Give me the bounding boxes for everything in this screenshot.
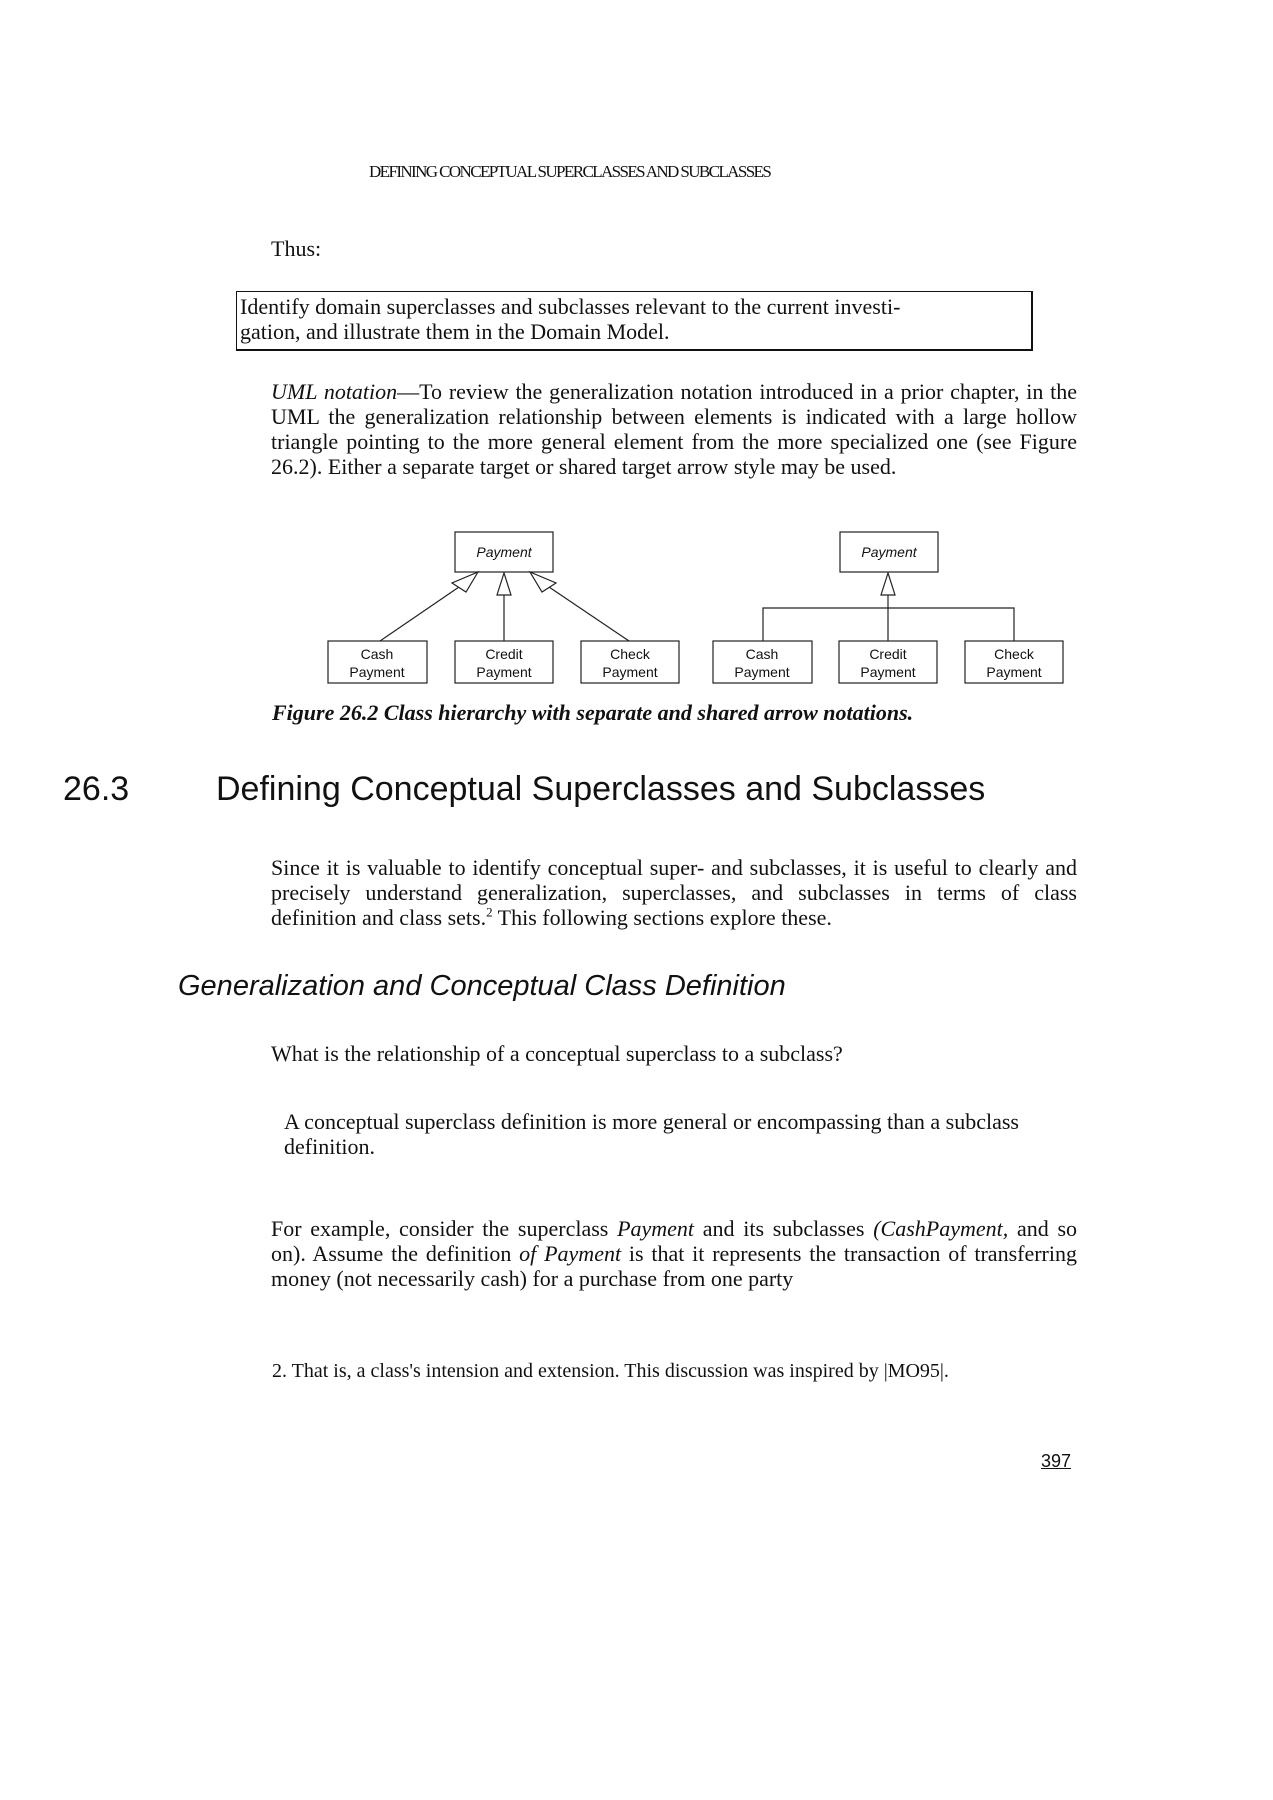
subclass-label-line1: Check xyxy=(994,646,1034,662)
subclass-label-line2: Payment xyxy=(734,664,790,680)
cash-generalization-line xyxy=(380,587,459,641)
uml-notation-text: To review the generalization notation introduced in a prior chapter, in the UML the generalization relationship between elements is indicated with a large hollow triangle pointing to the more general element from the more specialized one (see Figure 26.2). Either a separate target or shared target arrow style may be used. xyxy=(271,379,1077,479)
subsection-title: Generalization and Conceptual Class Definition xyxy=(178,970,786,1002)
figure-26-2 xyxy=(320,525,1080,700)
example-emphasis: of Payment xyxy=(519,1241,622,1266)
superclass-label: Payment xyxy=(861,544,917,560)
check-generalization-line xyxy=(549,587,629,641)
uml-notation-paragraph xyxy=(271,379,1077,479)
subclass-label-line1: Credit xyxy=(869,646,907,662)
guideline-line-1: Identify domain superclasses and subclasses relevant to the current investi- xyxy=(240,294,901,319)
guideline-box xyxy=(236,291,1033,351)
intro-text: Since it is valuable to identify conceptual super- and subclasses, it is useful to clearly and precisely understand generalization, superclasses, and subclasses in terms of class definition and class sets. xyxy=(271,855,1077,930)
example-text: and so on). Assume the definition xyxy=(271,1216,1078,1266)
thus-label: Thus: xyxy=(271,236,322,261)
running-head: DEFINING CONCEPTUAL SUPERCLASSES AND SUBCLASSES xyxy=(369,162,771,181)
definition-text: A conceptual superclass definition is more general or encompassing than a subclass definition. xyxy=(284,1109,1019,1159)
question-text: What is the relationship of a conceptual superclass to a subclass? xyxy=(271,1041,843,1066)
intro-text-continued: This following sections explore these. xyxy=(492,905,832,930)
subclass-label-line1: Cash xyxy=(360,646,394,662)
example-emphasis: (CashPayment, xyxy=(873,1216,1009,1241)
em-dash: — xyxy=(397,379,420,404)
hollow-triangle-icon xyxy=(497,573,511,595)
subclass-label-line1: Cash xyxy=(745,646,779,662)
subclass-label-line2: Payment xyxy=(860,664,916,680)
subclass-label-line1: Check xyxy=(610,646,650,662)
example-paragraph xyxy=(271,1216,1077,1291)
subclass-label-line2: Payment xyxy=(986,664,1042,680)
page-number: 397 xyxy=(1041,1451,1072,1471)
footnote: 2. That is, a class's intension and extension. This discussion was inspired by |MO95|. xyxy=(272,1360,949,1382)
uml-notation-lead: UML notation xyxy=(271,379,398,404)
hollow-triangle-icon xyxy=(881,573,895,595)
superclass-label: Payment xyxy=(476,544,532,560)
section-title: Defining Conceptual Superclasses and Subclasses xyxy=(216,770,986,808)
guideline-line-2: gation, and illustrate them in the Domain Model. xyxy=(240,319,670,344)
example-text: and its subclasses xyxy=(694,1216,874,1241)
figure-caption: Figure 26.2 Class hierarchy with separate and shared arrow notations. xyxy=(272,700,914,725)
subclass-label-line2: Payment xyxy=(602,664,658,680)
example-text: is that it represents the transaction of transferring money (not necessarily cash) for a purchase from one party xyxy=(271,1241,1077,1291)
subclass-label-line2: Payment xyxy=(349,664,405,680)
intro-paragraph xyxy=(271,855,1077,930)
footnote-ref[interactable]: 2 xyxy=(486,904,493,920)
subclass-label-line2: Payment xyxy=(476,664,532,680)
section-number: 26.3 xyxy=(63,770,130,808)
subclass-label-line1: Credit xyxy=(485,646,523,662)
class-hierarchy-diagram xyxy=(320,525,1080,695)
example-emphasis: Payment xyxy=(617,1216,695,1241)
example-text: For example, consider the superclass xyxy=(271,1216,618,1241)
